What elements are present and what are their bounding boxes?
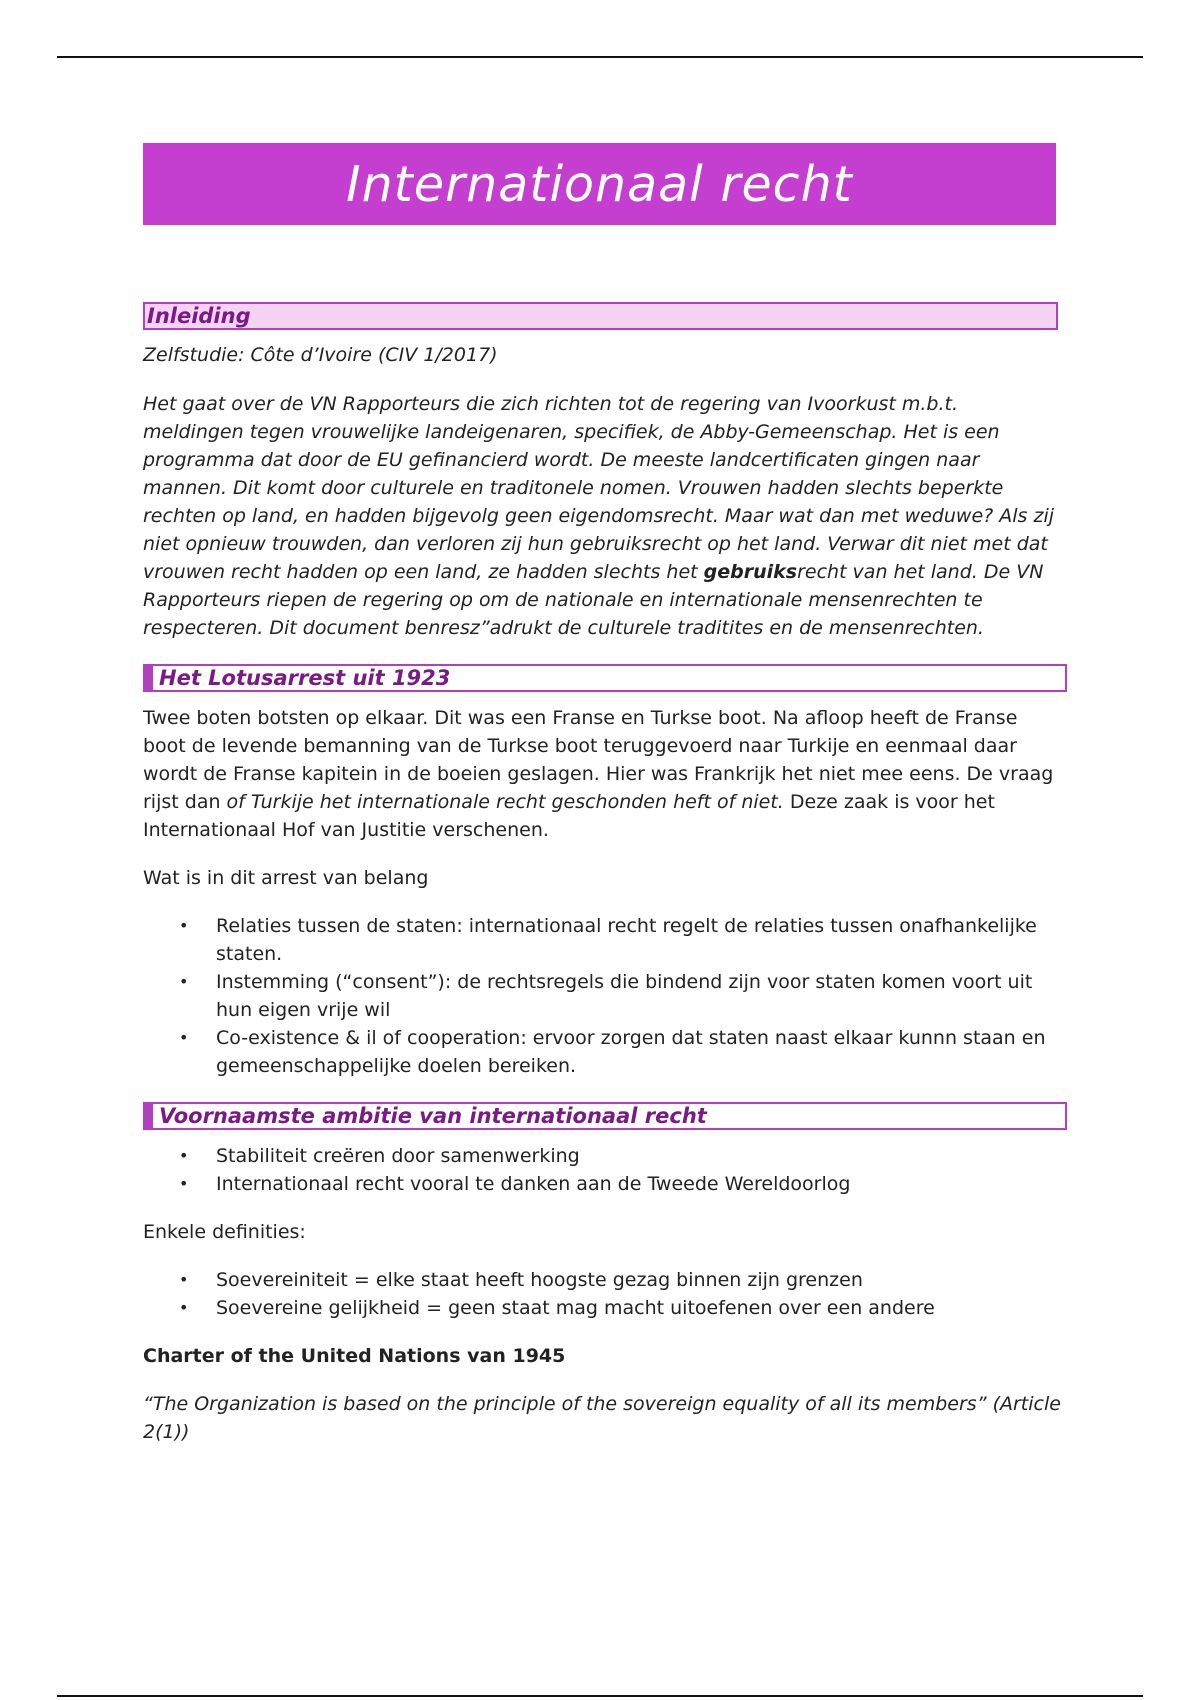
lotus-text-2: Deze zaak is voor het Internationaal Hof van Justitie verschenen.: [143, 791, 995, 841]
ambitie-bullet-list: [143, 1142, 1063, 1198]
section-heading-ambitie: Voornaamste ambitie van internationaal recht: [143, 1102, 1067, 1130]
lotus-text-italic: of Turkije het internationale recht geschonden heft of niet.: [226, 791, 784, 813]
inleiding-subtitle: Zelfstudie: Côte d’Ivoire (CIV 1/2017): [143, 344, 498, 366]
inleiding-text-bold: gebruiks: [703, 561, 798, 583]
charter-quote: “The Organization is based on the principle of the sovereign equality of all its members” (Article 2(1)): [143, 1393, 1061, 1443]
section-heading-lotus: Het Lotusarrest uit 1923: [143, 664, 1067, 692]
list-item: • Stabiliteit creëren door samenwerking: [143, 1142, 1063, 1170]
lotus-paragraph: [143, 704, 1063, 844]
lotus-text-1: Twee boten botsten op elkaar. Dit was een Franse en Turkse boot. Na afloop heeft de Franse boot de levende bemanning van de Turkse boot teruggevoerd naar Turkije en eenmaal daar wordt de Franse kapitein in de boeien geslagen. Hier was Frankrijk het niet mee eens. De vraag rijst dan: [143, 707, 1054, 813]
definitions-label: Enkele definities:: [143, 1221, 306, 1243]
list-item: • Relaties tussen de staten: internationaal recht regelt de relaties tussen onafhankelijke staten.: [143, 912, 1063, 968]
lotus-question: Wat is in dit arrest van belang: [143, 867, 429, 889]
list-item: • Soevereiniteit = elke staat heeft hoogste gezag binnen zijn grenzen: [143, 1266, 1063, 1294]
definitions-list: [143, 1266, 1063, 1322]
list-item: • Soevereine gelijkheid = geen staat mag macht uitoefenen over een andere: [143, 1294, 1063, 1322]
title-banner: [143, 143, 1056, 225]
list-item: • Co-existence & il of cooperation: ervoor zorgen dat staten naast elkaar kunnn staan en gemeenschappelijke doelen bereiken.: [143, 1024, 1063, 1080]
list-item: • Instemming (“consent”): de rechtsregels die bindend zijn voor staten komen voort uit hun eigen vrije wil: [143, 968, 1063, 1024]
inleiding-paragraph: [143, 390, 1063, 642]
inleiding-text-1: Het gaat over de VN Rapporteurs die zich richten tot de regering van Ivoorkust m.b.t. meldingen tegen vrouwelijke landeigenaren, specifiek, de Abby-Gemeenschap. Het is een programma dat door de EU gefinancierd wordt. De meeste landcertificaten gingen naar mannen. Dit komt door culturele en traditonele nomen. Vrouwen hadden slechts beperkte rechten op land, en hadden bijgevolg geen eigendomsrecht. Maar wat dan met weduwe? Als zij niet opnieuw trouwden, dan verloren zij hun gebruiksrecht op het land. Verwar dit niet met dat vrouwen recht hadden op een land, ze hadden slechts het: [143, 393, 1054, 583]
top-rule: [57, 56, 1143, 58]
lotus-bullet-list: [143, 912, 1063, 1080]
list-item: • Internationaal recht vooral te danken aan de Tweede Wereldoorlog: [143, 1170, 1063, 1198]
inleiding-text-2: recht van het land. De VN Rapporteurs riepen de regering op om de nationale en internationale mensenrechten te respecteren. Dit document benresz”adrukt de culturele traditites en de mensenrechten.: [143, 561, 1044, 639]
section-heading-inleiding: Inleiding: [143, 302, 1058, 330]
charter-heading: Charter of the United Nations van 1945: [143, 1345, 566, 1367]
page-title: Internationaal recht: [346, 155, 853, 213]
bottom-rule: [57, 1695, 1143, 1697]
document-body: [143, 143, 1063, 1446]
